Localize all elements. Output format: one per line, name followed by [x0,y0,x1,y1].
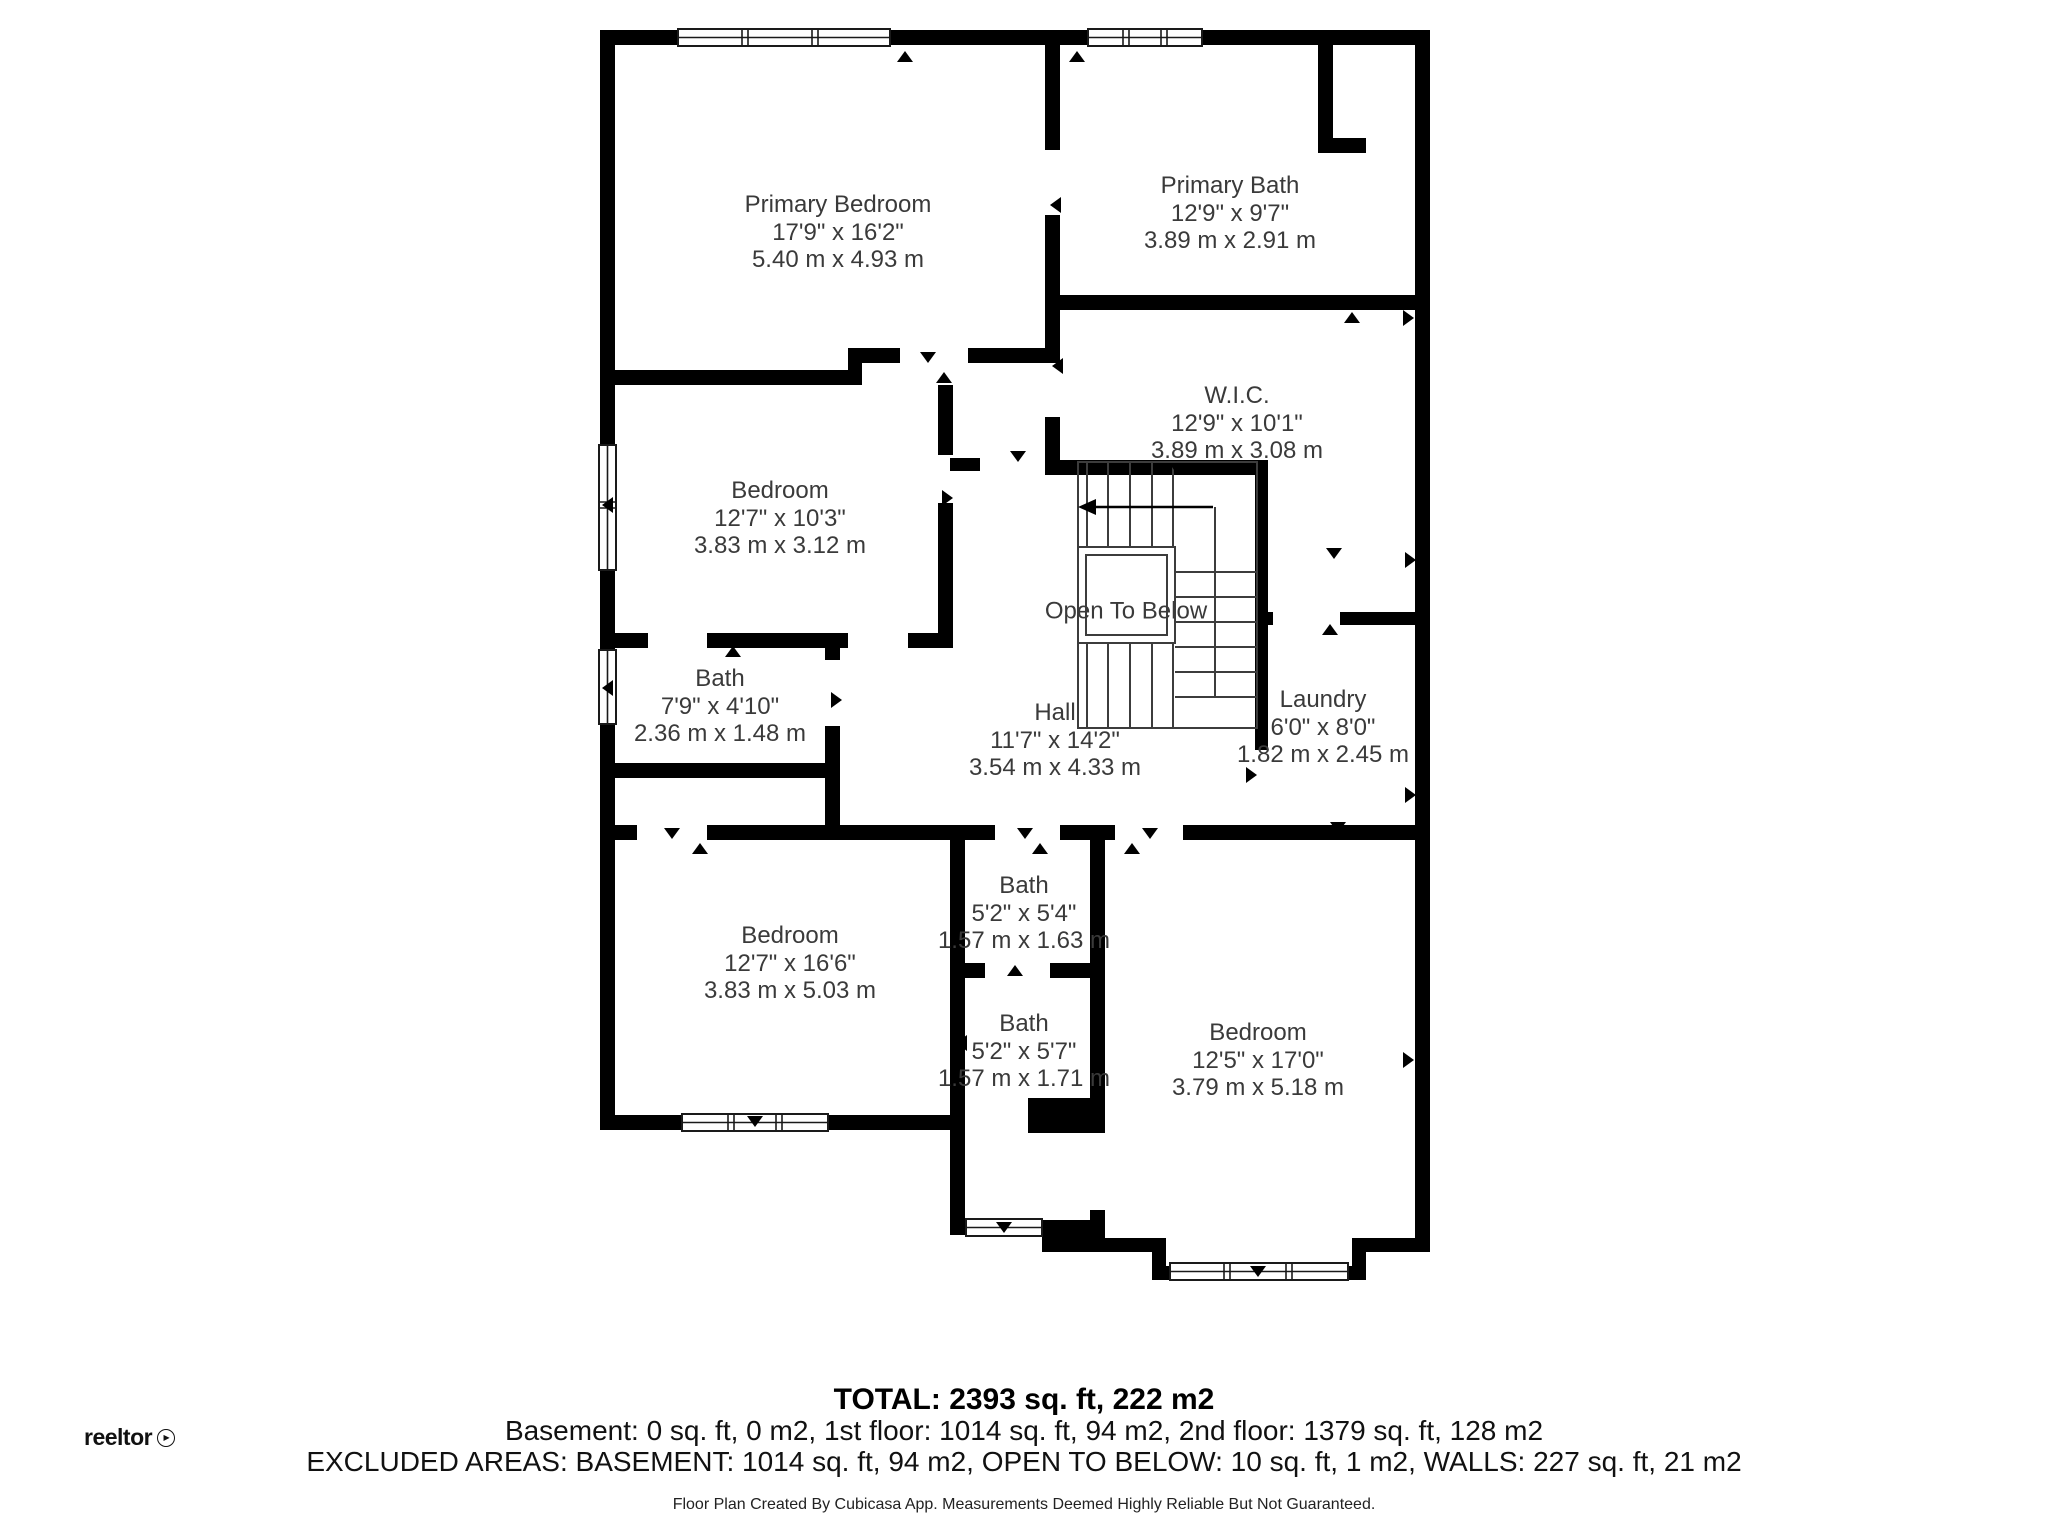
disclaimer-text: Floor Plan Created By Cubicasa App. Measurements Deemed Highly Reliable But Not Guaranteed. [672,1496,1376,1513]
room-dim-imperial: 17'9" x 16'2" [772,218,904,246]
room-dim-metric: 5.40 m x 4.93 m [751,245,925,273]
room-dim-metric: 1.57 m x 1.63 m [937,926,1111,954]
room-dim-imperial: 12'7" x 10'3" [714,504,846,532]
room-name: Bedroom [741,921,839,949]
room-label-bath-main [634,665,806,748]
room-label-primary-bedroom [745,191,932,274]
room-name: Bath [999,1009,1049,1037]
room-dim-metric: 3.83 m x 3.12 m [693,531,867,559]
logo [84,1424,175,1451]
room-label-primary-bath [1144,172,1316,255]
room-label-bath-lower [938,1010,1110,1093]
room-name: Primary Bedroom [744,190,932,218]
room-dim-imperial: 5'2" x 5'4" [971,899,1077,927]
room-dim-metric: 3.89 m x 2.91 m [1143,226,1317,254]
room-name: W.I.C. [1204,381,1270,409]
room-label-wic [1151,382,1323,465]
room-label-bedroom-3 [704,922,876,1005]
room-dim-metric: 3.83 m x 5.03 m [703,976,877,1004]
room-dim-imperial: 12'7" x 16'6" [724,949,856,977]
play-icon: ▶ [157,1429,175,1447]
room-dim-imperial: 12'5" x 17'0" [1192,1046,1324,1074]
logo-brand-text: reeltor [84,1424,153,1450]
room-dim-imperial: 6'0" x 8'0" [1270,713,1376,741]
room-dim-imperial: 12'9" x 9'7" [1170,199,1290,227]
room-dim-metric: 2.36 m x 1.48 m [633,719,807,747]
room-dim-metric: 1.82 m x 2.45 m [1236,740,1410,768]
room-dim-metric: 3.79 m x 5.18 m [1171,1073,1345,1101]
room-label-open-to-below [1045,597,1207,625]
room-name: Primary Bath [1160,171,1300,199]
room-dim-imperial: 5'2" x 5'7" [971,1037,1077,1065]
room-name: Bath [999,871,1049,899]
room-name: Bedroom [731,476,829,504]
room-dim-imperial: 12'9" x 10'1" [1171,409,1303,437]
room-label-bedroom-4 [1172,1019,1344,1102]
total-area-text: TOTAL: 2393 sq. ft, 222 m2 [833,1383,1215,1416]
room-name: Bedroom [1209,1018,1307,1046]
room-name: Hall [1034,698,1076,726]
room-name: Open To Below [1044,597,1208,625]
room-dim-imperial: 7'9" x 4'10" [660,692,780,720]
room-dim-metric: 3.89 m x 3.08 m [1150,436,1324,464]
excluded-areas-text: EXCLUDED AREAS: BASEMENT: 1014 sq. ft, 94 m2, OPEN TO BELOW: 10 sq. ft, 1 m2, WALLS: 227 sq. ft, 21 m2 [306,1446,1742,1477]
room-label-laundry [1237,686,1409,769]
room-name: Bath [695,664,745,692]
room-label-bath-upper [938,872,1110,955]
room-label-bedroom-2 [694,477,866,560]
room-dim-imperial: 11'7" x 14'2" [990,726,1120,754]
floor-areas-text: Basement: 0 sq. ft, 0 m2, 1st floor: 1014 sq. ft, 94 m2, 2nd floor: 1379 sq. ft, 128 m2 [504,1415,1544,1446]
room-label-hall [969,699,1141,782]
room-name: Laundry [1279,685,1367,713]
room-dim-metric: 1.57 m x 1.71 m [937,1064,1111,1092]
room-dim-metric: 3.54 m x 4.33 m [968,753,1142,781]
